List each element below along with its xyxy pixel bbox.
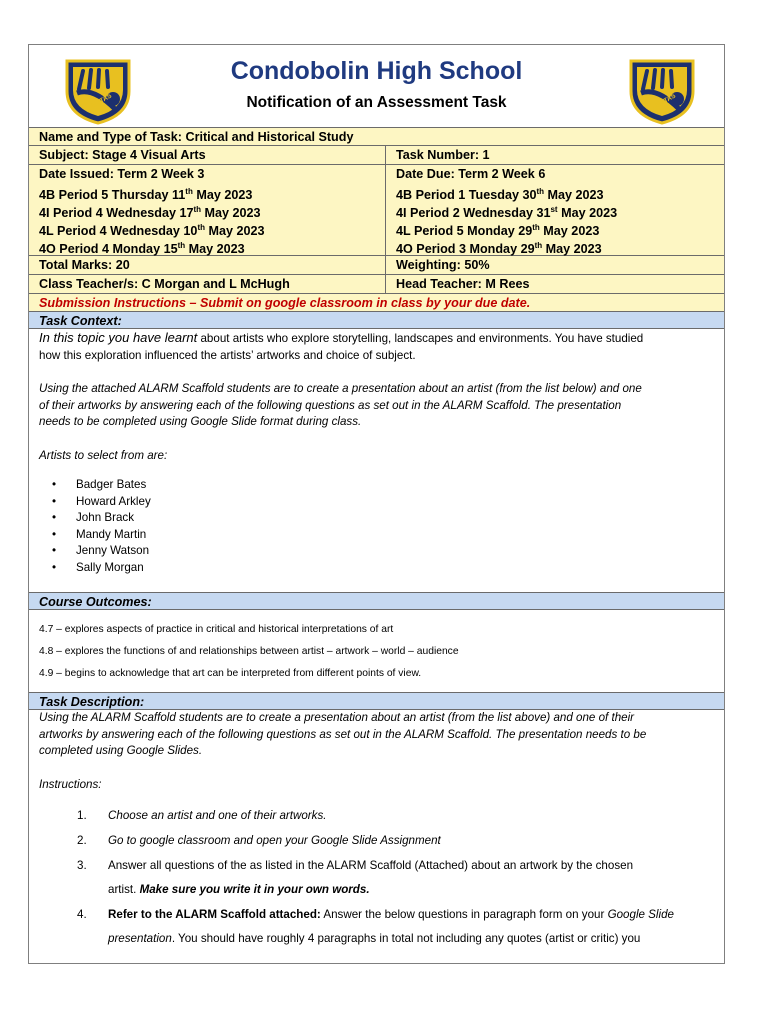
marks-row	[29, 255, 724, 274]
due-line: 4L Period 5 Monday 29th May 2023	[396, 223, 600, 239]
context-intro: In this topic you have learnt about artists who explore storytelling, landscapes and environments. You have studied	[39, 330, 644, 345]
due-line: 4I Period 2 Wednesday 31st May 2023	[396, 205, 618, 221]
artist-list	[39, 477, 714, 576]
instructions-label: Instructions:	[39, 777, 102, 791]
crest-motto: VERITAS	[85, 92, 113, 113]
subject: Subject: Stage 4 Visual Arts	[29, 146, 386, 164]
issued-line: 4L Period 4 Wednesday 10th May 2023	[39, 223, 265, 239]
notice-title: Notification of an Assessment Task	[246, 94, 507, 111]
school-crest-icon	[627, 57, 697, 125]
crest-motto: VERITAS	[649, 92, 677, 113]
list-item: • Jenny Watson	[52, 544, 150, 557]
weighting: Weighting: 50%	[396, 258, 490, 272]
task-context-body	[29, 330, 724, 592]
task-description-heading: Task Description:	[29, 692, 724, 710]
description-para: Using the ALARM Scaffold students are to create a presentation about an artist (from the list above) and one of their	[39, 711, 635, 724]
context-lead: In this topic you have learnt	[39, 330, 198, 345]
outcome-item: 4.9 – begins to acknowledge that art can be interpreted from different points of view.	[39, 668, 422, 679]
context-para: of their artworks by answering each of the following questions as set out in the ALARM Scaffold. The presentation	[39, 398, 622, 412]
assessment-notification-page	[28, 44, 725, 964]
issued-line: 4B Period 5 Thursday 11th May 2023	[39, 187, 253, 203]
date-due	[386, 165, 724, 255]
date-issued-label: Date Issued: Term 2 Week 3	[39, 167, 205, 181]
date-due-label: Date Due: Term 2 Week 6	[396, 167, 546, 181]
submission-instructions: Submission Instructions – Submit on google classroom in class by your due date.	[29, 293, 724, 311]
due-line: 4O Period 3 Monday 29th May 2023	[396, 241, 602, 257]
description-para: artworks by answering each of the following questions as set out in the ALARM Scaffold. The presentation needs to be	[39, 727, 647, 741]
list-item: 1. Choose an artist and one of their artworks.	[77, 809, 327, 822]
list-item: • Badger Bates	[52, 478, 147, 491]
list-item: • Mandy Martin	[52, 527, 147, 541]
due-line: 4B Period 1 Tuesday 30th May 2023	[396, 187, 604, 203]
course-outcomes-heading: Course Outcomes:	[29, 592, 724, 610]
class-teachers: Class Teacher/s: C Morgan and L McHugh	[29, 275, 386, 293]
list-item: 2. Go to google classroom and open your Google Slide Assignment	[77, 834, 441, 847]
context-line: how this exploration influenced the artists’ artworks and choice of subject.	[39, 348, 416, 362]
school-name: Condobolin High School	[230, 57, 523, 85]
context-para: needs to be completed using Google Slide format during class.	[39, 415, 362, 428]
date-issued	[29, 165, 386, 255]
description-para: completed using Google Slides.	[39, 744, 203, 757]
task-name: Name and Type of Task: Critical and Historical Study	[29, 127, 724, 145]
head-teacher: Head Teacher: M Rees	[396, 277, 530, 291]
document-header	[29, 45, 724, 127]
issued-line: 4I Period 4 Wednesday 17th May 2023	[39, 205, 261, 221]
context-para: Using the attached ALARM Scaffold students are to create a presentation about an artist (from the list below) and one	[39, 382, 642, 395]
dates-row	[29, 164, 724, 255]
list-item: • John Brack	[52, 511, 134, 524]
task-number: Task Number: 1	[396, 148, 490, 162]
outcome-item: 4.8 – explores the functions of and relationships between artist – artwork – world – audience	[39, 646, 459, 657]
instruction-steps	[39, 808, 714, 947]
artists-label: Artists to select from are:	[39, 448, 168, 462]
task-info-table	[29, 127, 724, 311]
list-item: 4. Refer to the ALARM Scaffold attached: Answer the below questions in paragraph form on your Google Slide presentation. You should have roughly 4 paragraphs in total not including any quotes (artist or critic) you	[77, 908, 674, 945]
course-outcomes-body	[29, 610, 724, 692]
list-item: 3. Answer all questions of the as listed in the ALARM Scaffold (Attached) about an artwork by the chosen artist. Make sure you write it in your own words.	[77, 859, 634, 896]
list-item: • Sally Morgan	[52, 560, 144, 574]
issued-line: 4O Period 4 Monday 15th May 2023	[39, 241, 245, 257]
teachers-row	[29, 274, 724, 293]
task-context-heading: Task Context:	[29, 311, 724, 329]
outcome-item: 4.7 – explores aspects of practice in critical and historical interpretations of art	[39, 624, 394, 635]
task-description-body	[29, 710, 724, 947]
list-item: • Howard Arkley	[52, 494, 151, 508]
total-marks: Total Marks: 20	[29, 256, 386, 274]
subject-row	[29, 145, 724, 164]
